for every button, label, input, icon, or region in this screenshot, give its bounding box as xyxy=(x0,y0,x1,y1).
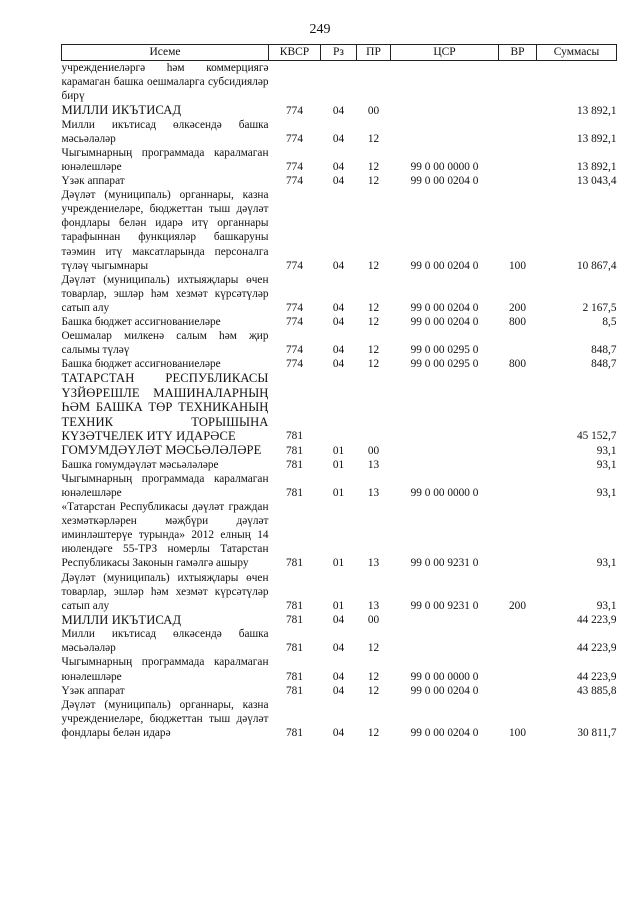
table-row xyxy=(62,188,617,273)
row-name: Чыгымнарның программада каралмаган юнәлешләре xyxy=(61,146,269,173)
header-vr: ВР xyxy=(499,45,537,61)
row-sum: 93,1 xyxy=(596,487,617,499)
row-rz: 04 xyxy=(332,104,345,117)
row-vr: 800 xyxy=(509,358,526,371)
row-sum: 2 167,5 xyxy=(582,301,617,314)
row-name: Чыгымнарның программада каралмаган юнәлешләре xyxy=(61,472,269,499)
row-kvsr: 781 xyxy=(286,557,303,570)
header-name: Исеме xyxy=(62,45,269,61)
row-csr xyxy=(391,458,499,472)
table-row xyxy=(62,103,617,117)
row-kvsr: 781 xyxy=(286,599,303,612)
row-kvsr: 774 xyxy=(286,104,303,117)
row-pr: 12 xyxy=(367,726,380,739)
row-name: Дәүләт (муниципаль) ихтыяҗлары өчен товарлар, эшләр һәм хезмәт күрсәтүләр сатып алу xyxy=(61,273,269,314)
row-pr xyxy=(357,61,391,104)
row-kvsr: 781 xyxy=(286,458,303,471)
row-sum: 93,1 xyxy=(596,557,617,570)
row-csr xyxy=(391,613,499,627)
row-sum: 8,5 xyxy=(602,316,617,328)
row-name: Башка бюджет ассигнованиеләре xyxy=(61,358,221,371)
row-kvsr: 774 xyxy=(286,316,303,328)
row-vr xyxy=(499,472,537,500)
row-csr: 99 0 00 0204 0 xyxy=(410,301,479,314)
row-pr: 12 xyxy=(367,358,380,371)
row-sum: 13 892,1 xyxy=(576,132,617,145)
row-kvsr: 781 xyxy=(286,642,303,655)
header-pr: ПР xyxy=(357,45,391,61)
row-rz xyxy=(321,61,357,104)
row-csr xyxy=(391,118,499,146)
row-vr: 200 xyxy=(509,599,526,612)
row-rz: 04 xyxy=(332,132,345,145)
row-vr xyxy=(499,500,537,570)
row-pr xyxy=(357,371,391,443)
row-name: Үзәк аппарат xyxy=(61,684,125,697)
row-pr: 12 xyxy=(367,316,380,328)
row-vr: 100 xyxy=(509,259,526,272)
row-rz: 04 xyxy=(332,344,345,357)
row-kvsr: 774 xyxy=(286,132,303,145)
row-pr: 13 xyxy=(367,458,380,471)
row-csr xyxy=(391,61,499,104)
table-row xyxy=(62,329,617,357)
table-row xyxy=(62,174,617,188)
row-rz: 04 xyxy=(332,726,345,739)
row-kvsr: 781 xyxy=(286,430,303,443)
row-pr: 12 xyxy=(367,684,380,697)
row-name: «Татарстан Республикасы дәүләт граждан хезмәткәрләрен мәҗбүри дәүләт иминләштерүе турында» 2012 елның 14 июлендәге 55-ТРЗ номерлы Татарстан Республикасы Законын гамәлгә ашыру xyxy=(61,501,269,570)
row-csr: 99 0 00 0000 0 xyxy=(410,160,479,173)
page-number: 249 xyxy=(309,22,331,37)
row-pr: 00 xyxy=(367,104,380,117)
row-rz: 01 xyxy=(332,444,345,457)
row-vr xyxy=(499,61,537,104)
row-rz: 04 xyxy=(332,316,345,328)
row-vr xyxy=(499,684,537,698)
row-rz: 04 xyxy=(332,175,345,188)
row-sum: 43 885,8 xyxy=(576,684,617,697)
row-pr: 00 xyxy=(367,614,380,627)
row-csr: 99 0 00 0295 0 xyxy=(410,358,479,371)
budget-table xyxy=(61,44,617,740)
row-rz: 01 xyxy=(332,557,345,570)
row-vr: 800 xyxy=(509,316,526,328)
table-row xyxy=(62,472,617,500)
table-row xyxy=(62,684,617,698)
row-csr xyxy=(391,627,499,655)
row-sum: 13 892,1 xyxy=(576,160,617,173)
table-row xyxy=(62,273,617,315)
row-kvsr: 781 xyxy=(286,670,303,683)
row-rz: 01 xyxy=(332,599,345,612)
row-csr: 99 0 00 0000 0 xyxy=(410,670,479,683)
table-row xyxy=(62,698,617,740)
row-sum: 93,1 xyxy=(596,458,617,471)
row-csr: 99 0 00 0204 0 xyxy=(410,726,479,739)
table-row xyxy=(62,655,617,683)
row-rz: 04 xyxy=(332,670,345,683)
row-sum: 44 223,9 xyxy=(576,642,617,655)
row-pr: 13 xyxy=(367,557,380,570)
row-kvsr: 774 xyxy=(286,344,303,357)
row-csr: 99 0 00 0204 0 xyxy=(410,316,479,328)
table-row xyxy=(62,458,617,472)
row-sum: 13 892,1 xyxy=(576,104,617,117)
row-pr: 12 xyxy=(367,301,380,314)
table-row xyxy=(62,627,617,655)
row-csr: 99 0 00 0204 0 xyxy=(410,684,479,697)
table-row xyxy=(62,315,617,329)
table-row xyxy=(62,613,617,627)
table-row xyxy=(62,61,617,104)
row-kvsr xyxy=(269,61,321,104)
row-kvsr: 774 xyxy=(286,175,303,188)
row-name: ТАТАРСТАН РЕСПУБЛИКАСЫ ҮЗЙӨРЕШЛЕ МАШИНАЛАРНЫҢ ҺӘМ БАШКА ТӨР ТЕХНИКАНЫҢ ТЕХНИК ТОРЫШЫНА КҮЗӘТЧЕЛЕК ИТҮ ИДАРӘСЕ xyxy=(61,371,269,443)
row-vr: 100 xyxy=(509,726,526,739)
row-vr xyxy=(499,371,537,443)
row-vr xyxy=(499,627,537,655)
table-row xyxy=(62,571,617,613)
row-rz: 01 xyxy=(332,458,345,471)
header-csr: ЦСР xyxy=(391,45,499,61)
row-sum: 45 152,7 xyxy=(576,430,617,443)
row-csr: 99 0 00 9231 0 xyxy=(410,599,479,612)
row-sum: 13 043,4 xyxy=(576,175,617,188)
table-row xyxy=(62,357,617,371)
row-vr xyxy=(499,118,537,146)
table-body xyxy=(62,61,617,741)
row-pr: 13 xyxy=(367,599,380,612)
row-pr: 12 xyxy=(367,642,380,655)
row-sum: 30 811,7 xyxy=(577,726,617,739)
row-vr xyxy=(499,103,537,117)
row-pr: 12 xyxy=(367,160,380,173)
row-csr: 99 0 00 0204 0 xyxy=(410,175,479,188)
row-sum: 44 223,9 xyxy=(576,614,617,627)
row-csr: 99 0 00 0000 0 xyxy=(410,487,479,499)
row-csr xyxy=(391,443,499,457)
row-kvsr: 781 xyxy=(286,614,303,627)
row-pr: 12 xyxy=(367,175,380,188)
table-row xyxy=(62,371,617,443)
row-rz: 04 xyxy=(332,358,345,371)
row-name: МИЛЛИ ИКЪТИСАД xyxy=(61,103,182,118)
row-kvsr: 774 xyxy=(286,301,303,314)
row-name: МИЛЛИ ИКЪТИСАД xyxy=(61,612,182,627)
row-sum: 848,7 xyxy=(591,344,617,357)
table-header-row xyxy=(62,45,617,61)
row-pr: 12 xyxy=(367,132,380,145)
row-vr xyxy=(499,655,537,683)
row-pr: 13 xyxy=(367,487,380,499)
row-vr: 200 xyxy=(509,301,526,314)
row-name: учреждениеләргә һәм коммерциягә карамаган башка оешмаларга субсидияләр бирү xyxy=(61,62,269,103)
row-pr: 12 xyxy=(367,670,380,683)
row-rz xyxy=(321,371,357,443)
row-name: Милли икътисад өлкәсендә башка мәсьәләләр xyxy=(61,628,269,655)
row-name: Дәүләт (муниципаль) ихтыяҗлары өчен товарлар, эшләр һәм хезмәт күрсәтүләр сатып алу xyxy=(61,571,269,612)
row-name: Милли икътисад өлкәсендә башка мәсьәләләр xyxy=(61,118,269,145)
row-sum: 848,7 xyxy=(591,358,617,371)
row-vr xyxy=(499,443,537,457)
row-pr: 12 xyxy=(367,259,380,272)
table-row xyxy=(62,146,617,174)
header-rz: Рз xyxy=(321,45,357,61)
row-pr: 12 xyxy=(367,344,380,357)
row-name: ГОМУМДӘҮЛӘТ МӘСЬӘЛӘЛӘРЕ xyxy=(61,443,262,458)
row-kvsr: 781 xyxy=(286,487,303,499)
row-rz: 04 xyxy=(332,259,345,272)
table-row xyxy=(62,443,617,457)
row-kvsr: 774 xyxy=(286,160,303,173)
row-rz: 04 xyxy=(332,614,345,627)
row-vr xyxy=(499,174,537,188)
row-csr: 99 0 00 9231 0 xyxy=(410,557,479,570)
table-row xyxy=(62,500,617,570)
row-vr xyxy=(499,329,537,357)
row-kvsr: 781 xyxy=(286,444,303,457)
row-vr xyxy=(499,146,537,174)
row-name: Үзәк аппарат xyxy=(61,175,125,188)
row-csr: 99 0 00 0204 0 xyxy=(410,259,479,272)
row-name: Чыгымнарның программада каралмаган юнәлешләре xyxy=(61,656,269,683)
row-sum: 44 223,9 xyxy=(576,670,617,683)
row-sum: 93,1 xyxy=(596,599,617,612)
row-kvsr: 781 xyxy=(286,684,303,697)
row-vr xyxy=(499,458,537,472)
row-name: Башка гомумдәүләт мәсьәләләре xyxy=(61,458,219,471)
row-csr: 99 0 00 0295 0 xyxy=(410,344,479,357)
row-sum: 10 867,4 xyxy=(576,259,617,272)
row-rz: 04 xyxy=(332,301,345,314)
table-row xyxy=(62,118,617,146)
row-csr xyxy=(391,103,499,117)
row-sum xyxy=(537,61,617,104)
row-sum: 93,1 xyxy=(596,444,617,457)
row-pr: 00 xyxy=(367,444,380,457)
row-kvsr: 781 xyxy=(286,726,303,739)
row-name: Башка бюджет ассигнованиеләре xyxy=(61,316,221,328)
row-csr xyxy=(391,371,499,443)
row-kvsr: 774 xyxy=(286,358,303,371)
row-name: Оешмалар милкенә салым һәм җир салымы түләү xyxy=(61,330,269,357)
row-rz: 04 xyxy=(332,642,345,655)
row-rz: 04 xyxy=(332,684,345,697)
row-name: Дәүләт (муниципаль) органнары, казна учреждениеләре, бюджеттан тыш дәүләт фондлары белән идарә xyxy=(61,698,269,739)
row-rz: 04 xyxy=(332,160,345,173)
row-rz: 01 xyxy=(332,487,345,499)
header-kvsr: КВСР xyxy=(269,45,321,61)
row-kvsr: 774 xyxy=(286,259,303,272)
header-sum: Суммасы xyxy=(537,45,617,61)
row-name: Дәүләт (муниципаль) органнары, казна учреждениеләре, бюджеттан тыш дәүләт фондлары белән идарә итү органнары тарафыннан функцияләр башкаруны тәэмин итү максатларында персоналга түләү чыгымнары xyxy=(61,189,269,272)
row-vr xyxy=(499,613,537,627)
